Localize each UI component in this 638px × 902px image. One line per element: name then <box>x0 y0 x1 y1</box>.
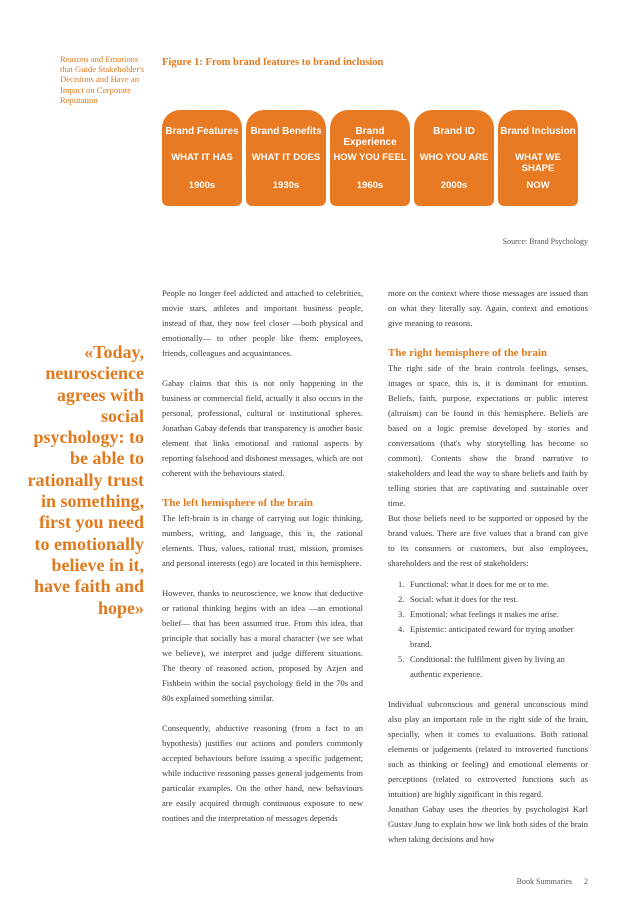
stage-tagline: HOW YOU FEEL <box>333 152 407 163</box>
stage-brand-features <box>162 110 242 206</box>
running-head: Reasons and Emotions that Guide Stakeholder's Decisions and Have an Impact on Corporate Reputation <box>60 54 145 105</box>
stage-date: 1900s <box>188 180 216 191</box>
body-column-right <box>388 286 588 847</box>
figure-source: Source: Brand Psychology <box>502 237 588 246</box>
paragraph: The left-brain is in charge of carrying out logic thinking, numbers, writing, and language, this is, the rational elements. Thus, values, rational trust, mission, promises and personal interests (ego) are located in this hemisphere. <box>162 513 363 568</box>
stage-date: 2000s <box>440 180 468 191</box>
paragraph: Individual subconscious and general unconscious mind also play an important role in the right side of the brain, specially, when it comes to evaluations. Both rational elements or judgements (related to introverted functions such as thinking or feeling) and emotional elements or perceptions (related to extroverted functions such as intuition) are highly significant in this regard. <box>388 699 588 799</box>
list-item: 2. Social: what it does for the rest. <box>398 594 518 604</box>
page-number: 2 <box>584 877 588 886</box>
paragraph: But those beliefs need to be supported or opposed by the brand values. There are five values that a brand can give to its consumers or customers, but also employees, shareholders and the rest of stakeholders: <box>388 513 588 568</box>
section-heading-left-hemisphere: The left hemisphere of the brain <box>162 497 314 509</box>
body-column-left <box>162 286 363 826</box>
section-heading-right-hemisphere: The right hemisphere of the brain <box>388 347 547 359</box>
stage-brand-inclusion <box>498 110 578 206</box>
paragraph: more on the context where those messages are issued than on what they literally say. Again, context and emotions give meaning to reasons. <box>388 288 588 328</box>
stage-name: Brand Benefits <box>250 126 322 137</box>
list-item: 1. Functional: what it does for me or to me. <box>398 579 550 589</box>
list-item: 5. Conditional: the fulfilment given by living an authentic experience. <box>398 654 565 679</box>
stage-date: NOW <box>526 180 550 191</box>
paragraph: People no longer feel addicted and attached to celebrities, movie stars, athletes and important business people, instead of that, they now feel closer —both physical and emotionally— to other people like them: employees, friends, colleagues and acquaintances. <box>162 288 363 358</box>
paragraph: However, thanks to neuroscience, we know that deductive or rational thinking begins with an idea —an emotional belief— that has been assumed true. From this idea, that principle that socially has a moral character (we see what we believe), we interpret and judge different situations. The theory of reasoned action, proposed by Azjen and Fishbein within the social psychology field in the 70s and 80s explained something similar. <box>162 588 363 703</box>
stage-date: 1930s <box>272 180 300 191</box>
stage-date: 1960s <box>356 180 384 191</box>
stage-tagline: WHAT IT HAS <box>171 152 233 163</box>
stage-name: Brand Inclusion <box>500 126 576 137</box>
stage-brand-experience <box>330 110 410 206</box>
paragraph: Gabay claims that this is not only happening in the business or commercial field, actually it also occurs in the personal, professional, cultural or institutional spheres. Jonathan Gabay defends that transparency is another basic element that links emotional and rational aspects by reporting falsehood and dishonest messages, which are not coherent with the behaviours stated. <box>162 378 363 478</box>
figure-timeline <box>0 110 638 206</box>
list-item: 4. Epistemic: anticipated reward for trying another brand. <box>398 624 574 649</box>
paragraph: Consequently, abductive reasoning (from a fact to an hypothesis) justifies our actions and ponders commonly accepted behaviours before issuing a specific judgement; while inductive reasoning passes general judgements from particular examples. On the other hand, new behaviours are easily acquired through continuous exposure to new routines and the interpretation of messages depends <box>162 723 363 823</box>
figure-title: Figure 1: From brand features to brand inclusion <box>162 57 384 68</box>
stage-tagline: WHO YOU ARE <box>419 152 489 163</box>
list-item: 3. Emotional: what feelings it makes me arise. <box>398 609 559 619</box>
stage-brand-benefits <box>246 110 326 206</box>
paragraph: The right side of the brain controls feelings, senses, images or space, this is, it is dominant for emotion. Beliefs, faith, purpose, expectations or public interest (altruism) can be found in this hemisphere. Beliefs are based on a logic premise developed by stories and conversations (that's why storytelling has become so common). Contents show the brand narrative to stakeholders and lead the way to share beliefs and faith by telling stories that are captivating and sustainable over time. <box>388 363 588 508</box>
stage-name: Brand Experience <box>343 126 397 148</box>
stage-name: Brand Features <box>165 126 239 137</box>
pull-quote: «Today, neuroscience agrees with social psychology: to be able to rationally trust in something, first you need to emotionally believe in it, have faith and hope» <box>27 342 144 618</box>
page-footer <box>517 877 588 886</box>
brand-values-list <box>388 577 588 682</box>
stage-brand-id <box>414 110 494 206</box>
paragraph: Jonathan Gabay uses the theories by psychologist Karl Gustav Jung to explain how we link both sides of the brain when taking decisions and how <box>388 804 588 844</box>
stage-tagline: WHAT WE SHAPE <box>515 152 561 174</box>
stage-tagline: WHAT IT DOES <box>251 152 321 163</box>
stage-name: Brand ID <box>433 126 475 137</box>
footer-label: Book Summaries <box>516 877 572 886</box>
